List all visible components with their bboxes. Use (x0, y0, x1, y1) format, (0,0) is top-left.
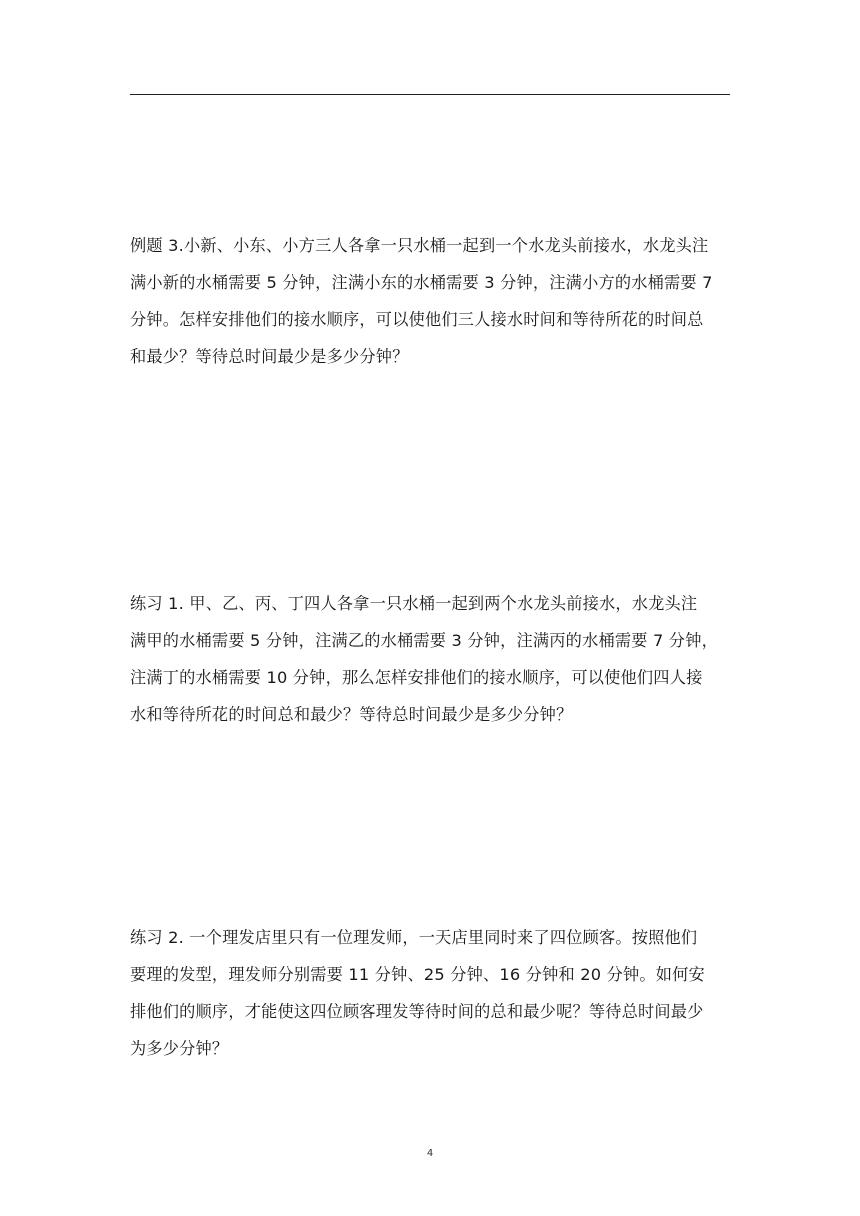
text-line: 和最少？等待总时间最少是多少分钟？ (130, 347, 409, 366)
header-rule (130, 94, 730, 95)
text-line: 练习 1. 甲、乙、丙、丁四人各拿一只水桶一起到两个水龙头前接水，水龙头注 (130, 594, 698, 613)
text-line: 满甲的水桶需要 5 分钟，注满乙的水桶需要 3 分钟，注满丙的水桶需要 7 分钟， (130, 631, 718, 650)
text-line: 为多少分钟？ (130, 1039, 229, 1058)
example-problem-3 (130, 227, 732, 375)
text-line: 满小新的水桶需要 5 分钟，注满小东的水桶需要 3 分钟，注满小方的水桶需要 7 (130, 273, 713, 292)
text-line: 注满丁的水桶需要 10 分钟，那么怎样安排他们的接水顺序，可以使他们四人接 (130, 668, 703, 687)
text-line: 练习 2. 一个理发店里只有一位理发师，一天店里同时来了四位顾客。按照他们 (130, 928, 698, 947)
text-line: 水和等待所花的时间总和最少？等待总时间最少是多少分钟？ (130, 705, 573, 724)
exercise-problem-1 (130, 585, 732, 733)
text-line: 排他们的顺序，才能使这四位顾客理发等待时间的总和最少呢？等待总时间最少 (130, 1002, 704, 1021)
exercise-problem-2 (130, 919, 732, 1067)
page-number: 4 (426, 1148, 434, 1159)
text-line: 分钟。怎样安排他们的接水顺序，可以使他们三人接水时间和等待所花的时间总 (130, 310, 704, 329)
text-line: 要理的发型，理发师分别需要 11 分钟、25 分钟、16 分钟和 20 分钟。如何安 (130, 965, 705, 984)
text-line: 例题 3.小新、小东、小方三人各拿一只水桶一起到一个水龙头前接水，水龙头注 (130, 236, 709, 255)
